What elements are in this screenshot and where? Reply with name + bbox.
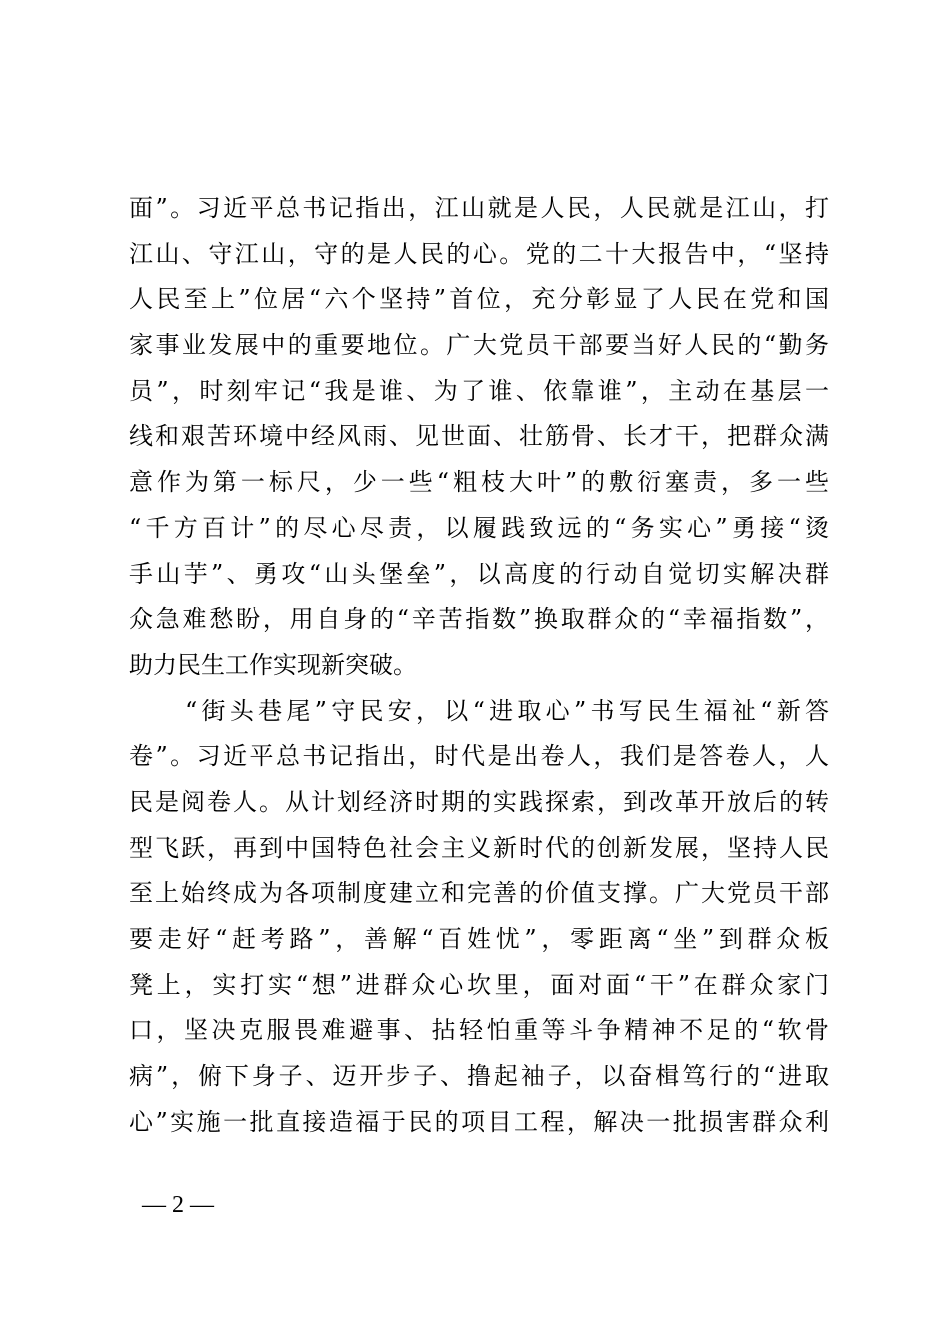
paragraph bbox=[129, 186, 829, 689]
document-body bbox=[129, 186, 829, 1145]
text-line: “街头巷尾”守民安，以“进取心”书写民生福祉“新答 bbox=[185, 696, 829, 725]
text-line: 民是阅卷人。从计划经济时期的实践探索，到改革开放后的转 bbox=[129, 787, 829, 816]
text-line: 病”，俯下身子、迈开步子、撸起袖子，以奋楫笃行的“进取 bbox=[129, 1062, 829, 1091]
text-line: 家事业发展中的重要地位。广大党员干部要当好人民的“勤务 bbox=[129, 331, 829, 360]
text-line: 意作为第一标尺，少一些“粗枝大叶”的敷衍塞责，多一些 bbox=[129, 468, 829, 497]
text-line: 要走好“赶考路”，善解“百姓忧”，零距离“坐”到群众板 bbox=[129, 925, 829, 953]
text-line: 卷”。习近平总书记指出，时代是出卷人，我们是答卷人，人 bbox=[129, 742, 829, 771]
text-line: 线和艰苦环境中经风雨、见世面、壮筋骨、长才干，把群众满 bbox=[129, 422, 829, 451]
text-line: 口，坚决克服畏难避事、拈轻怕重等斗争精神不足的“软骨 bbox=[129, 1016, 829, 1045]
paragraph bbox=[129, 689, 829, 1146]
text-line: 人民至上”位居“六个坚持”首位，充分彰显了人民在党和国 bbox=[129, 285, 829, 314]
text-line: “千方百计”的尽心尽责，以履践致远的“务实心”勇接“烫 bbox=[129, 513, 829, 542]
text-line: 至上始终成为各项制度建立和完善的价值支撑。广大党员干部 bbox=[129, 879, 829, 908]
text-line: 助力民生工作实现新突破。 bbox=[129, 650, 417, 679]
text-line: 面”。习近平总书记指出，江山就是人民，人民就是江山，打 bbox=[129, 194, 829, 222]
text-line: 众急难愁盼，用自身的“辛苦指数”换取群众的“幸福指数”， bbox=[129, 605, 829, 634]
text-line: 心”实施一批直接造福于民的项目工程，解决一批损害群众利 bbox=[129, 1107, 829, 1136]
text-line: 员”，时刻牢记“我是谁、为了谁、依靠谁”，主动在基层一 bbox=[129, 376, 829, 405]
page-number: — 2 — bbox=[142, 1192, 214, 1218]
text-line: 江山、守江山，守的是人民的心。党的二十大报告中，“坚持 bbox=[129, 239, 829, 268]
text-line: 型飞跃，再到中国特色社会主义新时代的创新发展，坚持人民 bbox=[129, 833, 829, 862]
text-line: 凳上，实打实“想”进群众心坎里，面对面“干”在群众家门 bbox=[129, 970, 829, 999]
text-line: 手山芋”、勇攻“山头堡垒”，以高度的行动自觉切实解决群 bbox=[129, 559, 829, 588]
